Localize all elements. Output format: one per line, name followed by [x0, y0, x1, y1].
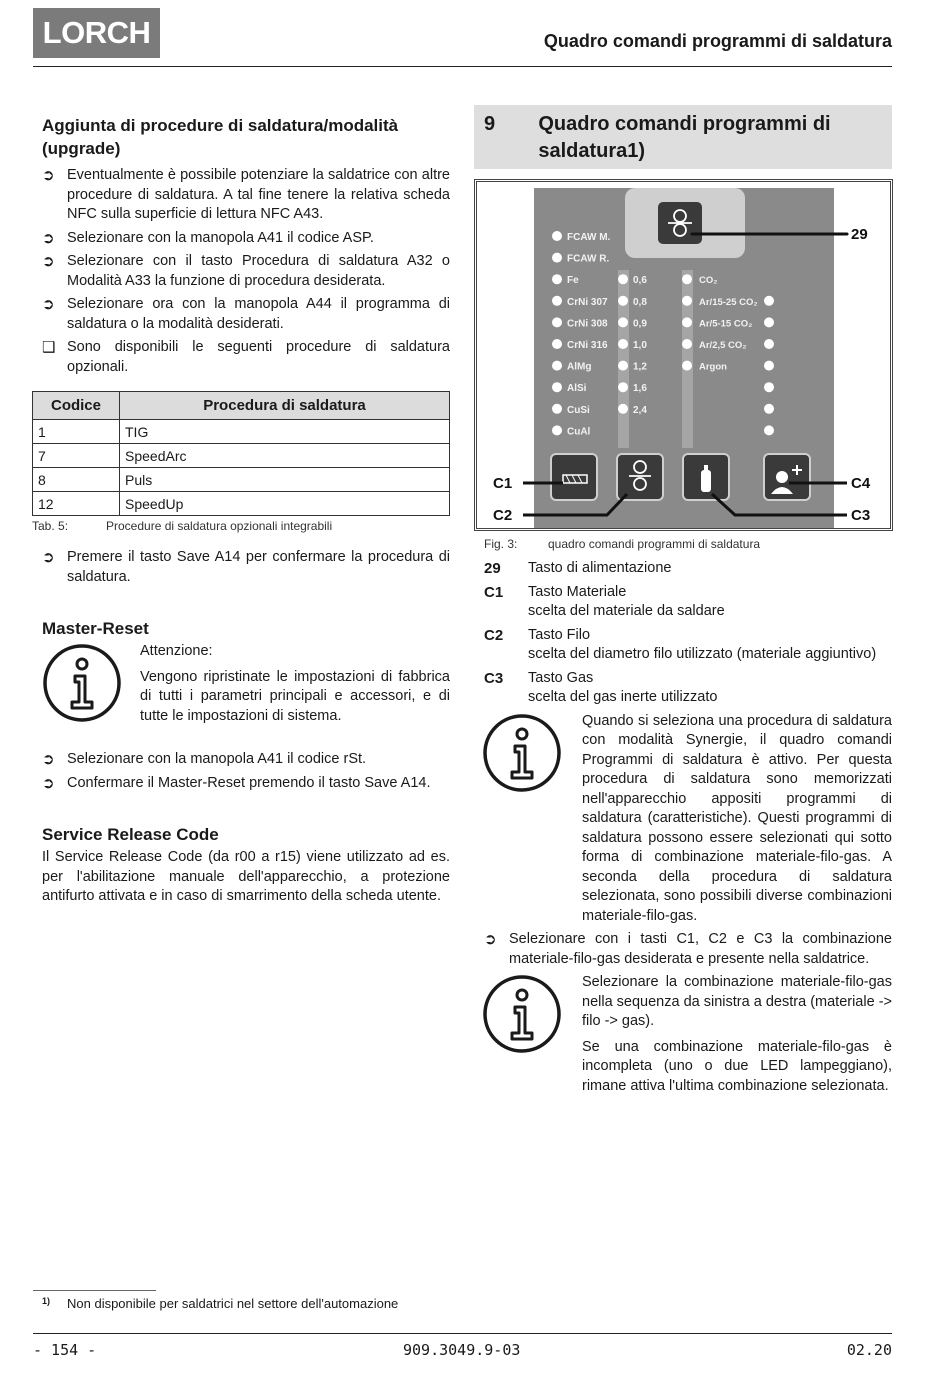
wire-label: 0,8 — [633, 296, 647, 308]
table-header-procedure: Procedura di saldatura — [120, 392, 450, 420]
gas-led-right — [764, 361, 774, 371]
gas-led-right — [764, 404, 774, 414]
legend-title: Tasto Gas — [528, 669, 594, 686]
wire-button[interactable] — [617, 454, 663, 500]
wire-led — [618, 361, 628, 371]
arrow-bullet-icon: ➲ — [42, 774, 55, 792]
wire-label: 0,9 — [633, 318, 647, 330]
material-led — [552, 404, 562, 414]
sequence-info — [474, 973, 892, 1096]
section-heading — [474, 105, 892, 169]
wire-label: 0,6 — [633, 275, 647, 287]
wire-label: 2,4 — [633, 404, 647, 416]
legend-title: Tasto Materiale — [528, 583, 627, 600]
legend-key: 29 — [484, 560, 501, 577]
wire-led — [618, 339, 628, 349]
gas-led-right — [764, 339, 774, 349]
legend-key: C1 — [484, 583, 504, 601]
gas-label: Ar/5-15 CO₂ — [699, 318, 753, 330]
table-caption-label: Tab. 5: — [32, 519, 69, 533]
master-reset-info — [42, 642, 450, 728]
right-column — [474, 105, 892, 1096]
material-label: Fe — [567, 275, 579, 287]
code-cell: 1 — [33, 420, 120, 444]
gas-led-left — [682, 274, 692, 284]
upgrade-step-text: Eventualmente è possibile potenziare la saldatrice con altre procedure di saldatura. A tal fine tenere la relativa scheda NFC sulla superficie di lettura NFC A43. — [67, 167, 450, 222]
material-led — [552, 296, 562, 306]
section-number: 9 — [484, 113, 496, 135]
gas-led-left — [682, 296, 692, 306]
footnote-mark: 1) — [42, 1296, 51, 1306]
table-row — [33, 420, 450, 444]
table-row — [33, 492, 450, 516]
combo-step-text: Selezionare con i tasti C1, C2 e C3 la combinazione materiale-filo-gas desiderata e presente nella saldatrice. — [509, 931, 892, 967]
legend-item — [474, 559, 892, 579]
control-panel-drawing — [477, 182, 890, 528]
legend-key: C2 — [484, 626, 504, 644]
sequence-info-text: Selezionare la combinazione materiale-filo-gas nella sequenza da sinistra a destra (materiale -> filo -> gas). — [582, 974, 892, 1029]
code-cell: 7 — [33, 444, 120, 468]
checkbox-bullet-icon: ❑ — [42, 339, 56, 356]
figure-caption-text: quadro comandi programmi di saldatura — [548, 537, 761, 551]
legend-title: Tasto di alimentazione — [528, 560, 672, 576]
arrow-bullet-icon: ➲ — [42, 751, 55, 768]
wire-label: 1,2 — [633, 361, 647, 373]
gas-label: Argon — [699, 361, 727, 373]
callout-c1: C1 — [493, 475, 513, 492]
synergy-info-text: Quando si seleziona una procedura di saldatura con modalità Synergie, il quadro comandi Programmi di saldatura è attivo. Per questa procedura di saldatura sono memorizzati nell'apparecchio appositi programmi di saldatura (caratteristiche). Questi programmi di saldatura possono essere selezionati qui sotto forma di combinazione materiale-filo-gas. A seconda della procedura di saldatura selezionata, sono possibili diverse combinazioni materiale-filo-gas. — [582, 712, 892, 924]
material-led — [552, 339, 562, 349]
figure-caption-label: Fig. 3: — [484, 537, 518, 551]
wire-led — [618, 274, 628, 284]
gas-led-right — [764, 317, 774, 327]
document-date: 02.20 — [846, 1341, 892, 1359]
service-release-text: Il Service Release Code (da r00 a r15) viene utilizzato ad es. per l'abilitazione manuale dell'apparecchio, a protezione antifurto attivata e in caso di smarrimento della scheda utente. — [42, 849, 450, 904]
power-button[interactable] — [658, 202, 702, 244]
upgrade-step — [42, 295, 450, 334]
material-led — [552, 361, 562, 371]
upgrade-heading: Aggiunta di procedure di saldatura/modalità (upgrade) — [42, 116, 399, 158]
incomplete-combo-text: Se una combinazione materiale-filo-gas è incompleta (uno o due LED lampeggiano), rimane attiva l'ultima combinazione selezionata. — [582, 1038, 892, 1094]
info-icon — [474, 712, 582, 927]
procedure-cell: TIG — [120, 420, 450, 444]
material-led — [552, 425, 562, 435]
wire-label: 1,6 — [633, 383, 647, 395]
material-label: AlSi — [567, 383, 587, 395]
callout-29: 29 — [851, 226, 868, 243]
master-reset-step — [42, 774, 450, 794]
material-label: CuAl — [567, 426, 591, 438]
legend-body — [528, 669, 892, 708]
info-icon — [474, 973, 582, 1096]
arrow-bullet-icon: ➲ — [42, 167, 55, 184]
header-divider — [33, 66, 892, 67]
material-label: FCAW R. — [567, 253, 610, 265]
callout-c4: C4 — [851, 475, 871, 492]
combo-step — [474, 930, 892, 969]
gas-button[interactable] — [683, 454, 729, 500]
legend-body — [528, 559, 892, 579]
arrow-bullet-icon: ➲ — [42, 296, 55, 313]
lorch-logo: LORCH — [33, 8, 160, 58]
upgrade-step-text: Selezionare con il tasto Procedura di saldatura A32 o Modalità A33 la funzione di procedura desiderata. — [67, 253, 450, 289]
material-label: CrNi 307 — [567, 296, 608, 308]
master-reset-steps — [42, 750, 450, 793]
gas-led-right — [764, 296, 774, 306]
page-header-title: Quadro comandi programmi di saldatura — [543, 31, 892, 51]
gas-led-left — [682, 317, 692, 327]
callout-c2: C2 — [493, 507, 513, 524]
material-label: CrNi 316 — [567, 340, 608, 351]
material-led — [552, 253, 562, 263]
legend-body — [528, 583, 892, 622]
optional-procedures-table — [32, 391, 450, 516]
arrow-bullet-icon: ➲ — [484, 931, 497, 948]
legend-desc: scelta del diametro filo utilizzato (materiale aggiuntivo) — [528, 646, 877, 662]
gas-led-left — [682, 339, 692, 349]
wire-label: 1,0 — [633, 340, 647, 351]
gas-led-left — [682, 361, 692, 371]
wire-led — [618, 382, 628, 392]
master-reset-note: Vengono ripristinate le impostazioni di fabbrica di tutti i parametri principali e accessori, e di tutte le impostazioni di sistema. — [140, 668, 450, 724]
material-led — [552, 317, 562, 327]
gas-label: Ar/15-25 CO₂ — [699, 296, 758, 308]
upgrade-steps — [42, 166, 450, 377]
control-panel-figure — [474, 179, 893, 531]
upgrade-step — [42, 229, 450, 249]
legend-body — [528, 626, 892, 665]
info-icon — [42, 642, 134, 728]
wire-led — [618, 317, 628, 327]
footnote-text: Non disponibile per saldatrici nel settore dell'automazione — [67, 1296, 399, 1311]
master-reset-step-text: Selezionare con la manopola A41 il codice rSt. — [67, 751, 367, 767]
legend-key: C3 — [484, 669, 504, 687]
gas-led-right — [764, 382, 774, 392]
arrow-bullet-icon: ➲ — [42, 253, 55, 270]
table-row — [33, 468, 450, 492]
material-button[interactable] — [551, 454, 597, 500]
legend-item — [474, 626, 892, 665]
synergy-info — [474, 712, 892, 927]
procedure-cell: SpeedUp — [120, 492, 450, 516]
table-caption — [32, 519, 450, 533]
procedure-cell: SpeedArc — [120, 444, 450, 468]
upgrade-step — [42, 338, 450, 377]
legend-desc: scelta del materiale da saldare — [528, 603, 725, 619]
legend-title: Tasto Filo — [528, 626, 591, 643]
gas-label: Ar/2,5 CO₂ — [699, 340, 747, 351]
table-row — [33, 444, 450, 468]
code-cell: 12 — [33, 492, 120, 516]
save-step-text: Premere il tasto Save A14 per confermare la procedura di saldatura. — [67, 549, 450, 585]
master-reset-step-text: Confermare il Master-Reset premendo il tasto Save A14. — [67, 774, 431, 791]
procedure-cell: Puls — [120, 468, 450, 492]
footnote-divider — [33, 1290, 156, 1291]
arrow-bullet-icon: ➲ — [42, 229, 55, 247]
upgrade-step-text: Selezionare con la manopola A41 il codice ASP. — [67, 229, 374, 246]
wire-led — [618, 296, 628, 306]
material-label: CrNi 308 — [567, 318, 608, 330]
upgrade-step-text: Sono disponibili le seguenti procedure di saldatura opzionali. — [67, 339, 450, 375]
master-reset-step — [42, 750, 450, 770]
table-caption-text: Procedure di saldatura opzionali integrabili — [106, 519, 333, 533]
upgrade-step — [42, 252, 450, 291]
upgrade-step-text: Selezionare ora con la manopola A44 il programma di saldatura o la modalità desiderati. — [67, 296, 450, 332]
table-header-code: Codice — [33, 392, 120, 420]
document-number: 909.3049.9-03 — [403, 1341, 521, 1359]
material-led — [552, 231, 562, 241]
save-step — [42, 548, 450, 587]
left-column — [32, 114, 450, 907]
callout-c3: C3 — [851, 507, 871, 524]
material-led — [552, 382, 562, 392]
footer-divider — [33, 1333, 892, 1334]
arrow-bullet-icon: ➲ — [42, 549, 55, 566]
material-led — [552, 274, 562, 284]
section-title: Quadro comandi programmi di saldatura1) — [538, 113, 831, 162]
material-label: CuSi — [567, 404, 590, 416]
page-number: - 154 - — [33, 1341, 97, 1359]
figure-legend — [474, 559, 892, 708]
legend-item — [474, 669, 892, 708]
gas-label: CO₂ — [699, 275, 718, 287]
upgrade-step — [42, 166, 450, 225]
code-cell: 8 — [33, 468, 120, 492]
footnote — [42, 1296, 398, 1311]
gas-led-right — [764, 425, 774, 435]
wire-led — [618, 404, 628, 414]
service-release-heading: Service Release Code — [42, 825, 219, 844]
figure-caption — [484, 537, 892, 551]
material-label: AlMg — [567, 361, 592, 373]
attention-label: Attenzione: — [140, 643, 213, 659]
legend-item — [474, 583, 892, 622]
legend-desc: scelta del gas inerte utilizzato — [528, 689, 718, 705]
master-reset-heading: Master-Reset — [42, 619, 149, 638]
user-button[interactable] — [764, 454, 810, 500]
material-label: FCAW M. — [567, 232, 611, 243]
